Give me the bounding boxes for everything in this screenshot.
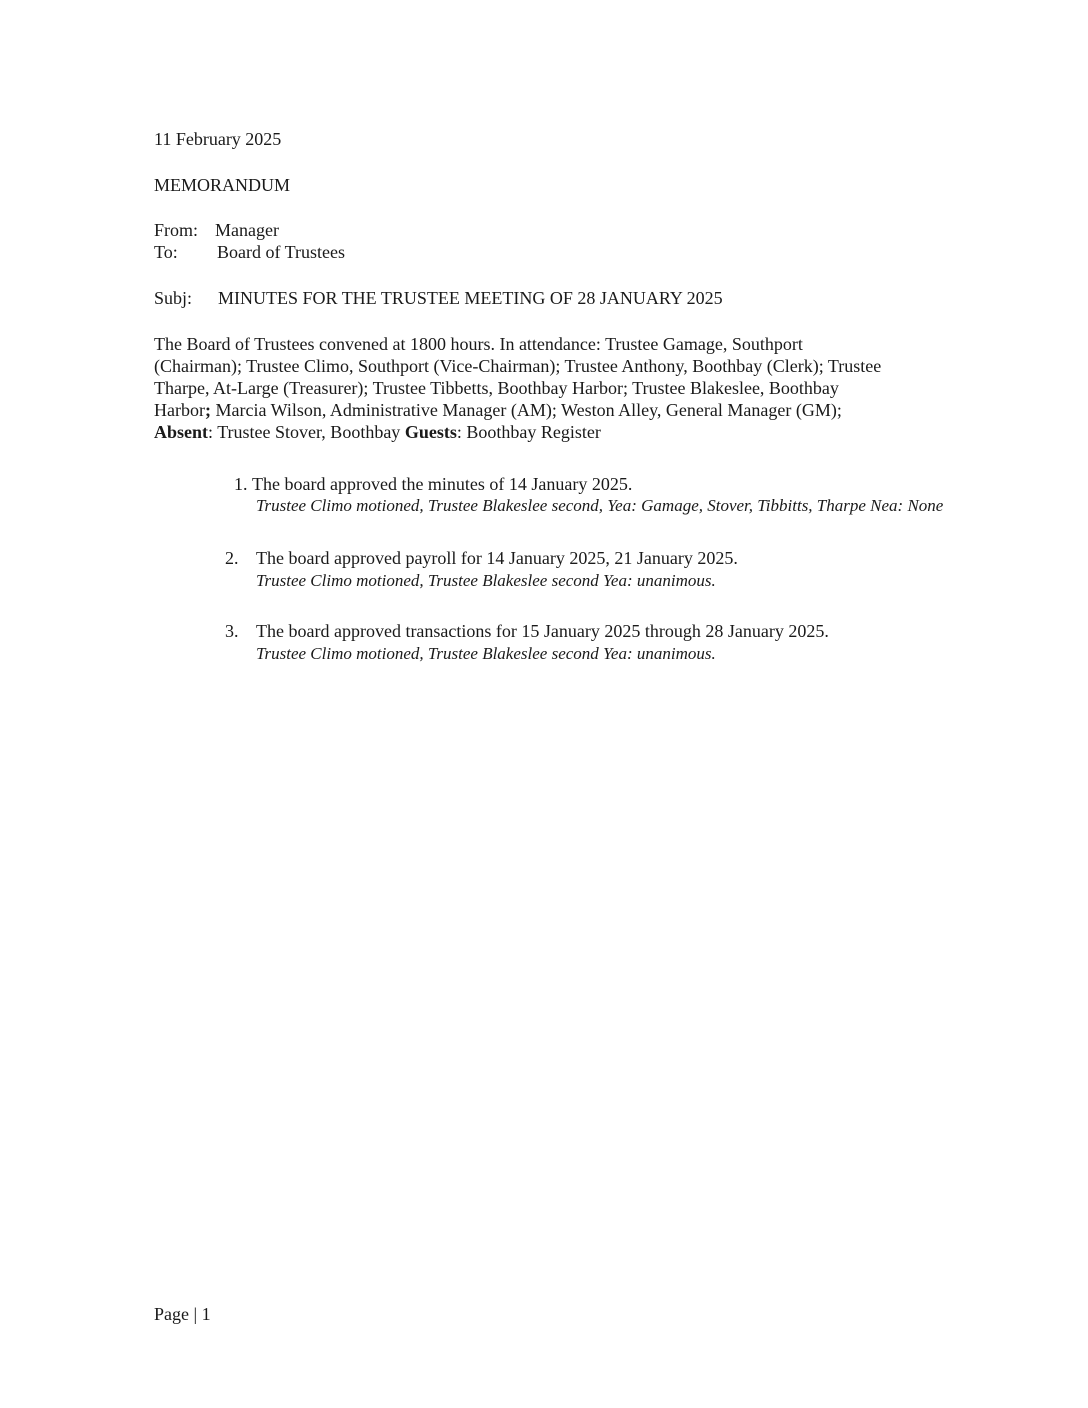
attendance-paragraph (154, 333, 934, 443)
from-line (154, 219, 279, 241)
attendance-line (154, 399, 934, 421)
attendance-text: Harbor (154, 400, 205, 420)
attendance-line: Tharpe, At-Large (Treasurer); Trustee Tibbetts, Boothbay Harbor; Trustee Blakeslee, Boothbay (154, 378, 839, 398)
vote-record: Trustee Climo motioned, Trustee Blakeslee second Yea: unanimous. (256, 571, 716, 590)
memo-heading: MEMORANDUM (154, 175, 291, 195)
item-number: 1. (234, 474, 248, 494)
to-label: To: (154, 242, 178, 262)
attendance-line: The Board of Trustees convened at 1800 hours. In attendance: Trustee Gamage, Southport (154, 334, 803, 354)
item-number: 3. (225, 621, 239, 641)
agenda-item (234, 473, 632, 495)
guests-label: Guests (404, 422, 457, 442)
vote-record: Trustee Climo motioned, Trustee Blakeslee second Yea: unanimous. (256, 644, 716, 663)
item-text: The board approved the minutes of 14 January 2025. (252, 474, 633, 494)
to-value: Board of Trustees (217, 242, 346, 262)
item-number: 2. (225, 548, 239, 568)
vote-record: Trustee Climo motioned, Trustee Blakeslee second, Yea: Gamage, Stover, Tibbitts, Tharpe Nea: None (256, 496, 944, 515)
from-value: Manager (215, 220, 279, 240)
agenda-item (225, 620, 829, 642)
subject-line (154, 287, 723, 309)
agenda-item (225, 547, 738, 569)
from-label: From: (154, 220, 199, 240)
absent-value: : Trustee Stover, Boothbay (208, 422, 405, 442)
guests-value: : Boothbay Register (456, 422, 601, 442)
page-footer: Page | 1 (154, 1304, 211, 1324)
attendance-line: (Chairman); Trustee Climo, Southport (Vice-Chairman); Trustee Anthony, Boothbay (Clerk); Trustee (154, 356, 882, 376)
attendance-text: Marcia Wilson, Administrative Manager (AM); Weston Alley, General Manager (GM); (210, 400, 842, 420)
absent-guests-line (154, 421, 934, 443)
item-text: The board approved transactions for 15 January 2025 through 28 January 2025. (256, 621, 829, 641)
memo-date: 11 February 2025 (154, 129, 282, 149)
subject-label: Subj: (154, 288, 193, 308)
to-line (154, 241, 345, 263)
subject-value: MINUTES FOR THE TRUSTEE MEETING OF 28 JANUARY 2025 (218, 288, 723, 308)
absent-label: Absent (154, 422, 209, 442)
attendance-semicolon: ; (204, 400, 211, 420)
item-text: The board approved payroll for 14 January 2025, 21 January 2025. (256, 548, 738, 568)
